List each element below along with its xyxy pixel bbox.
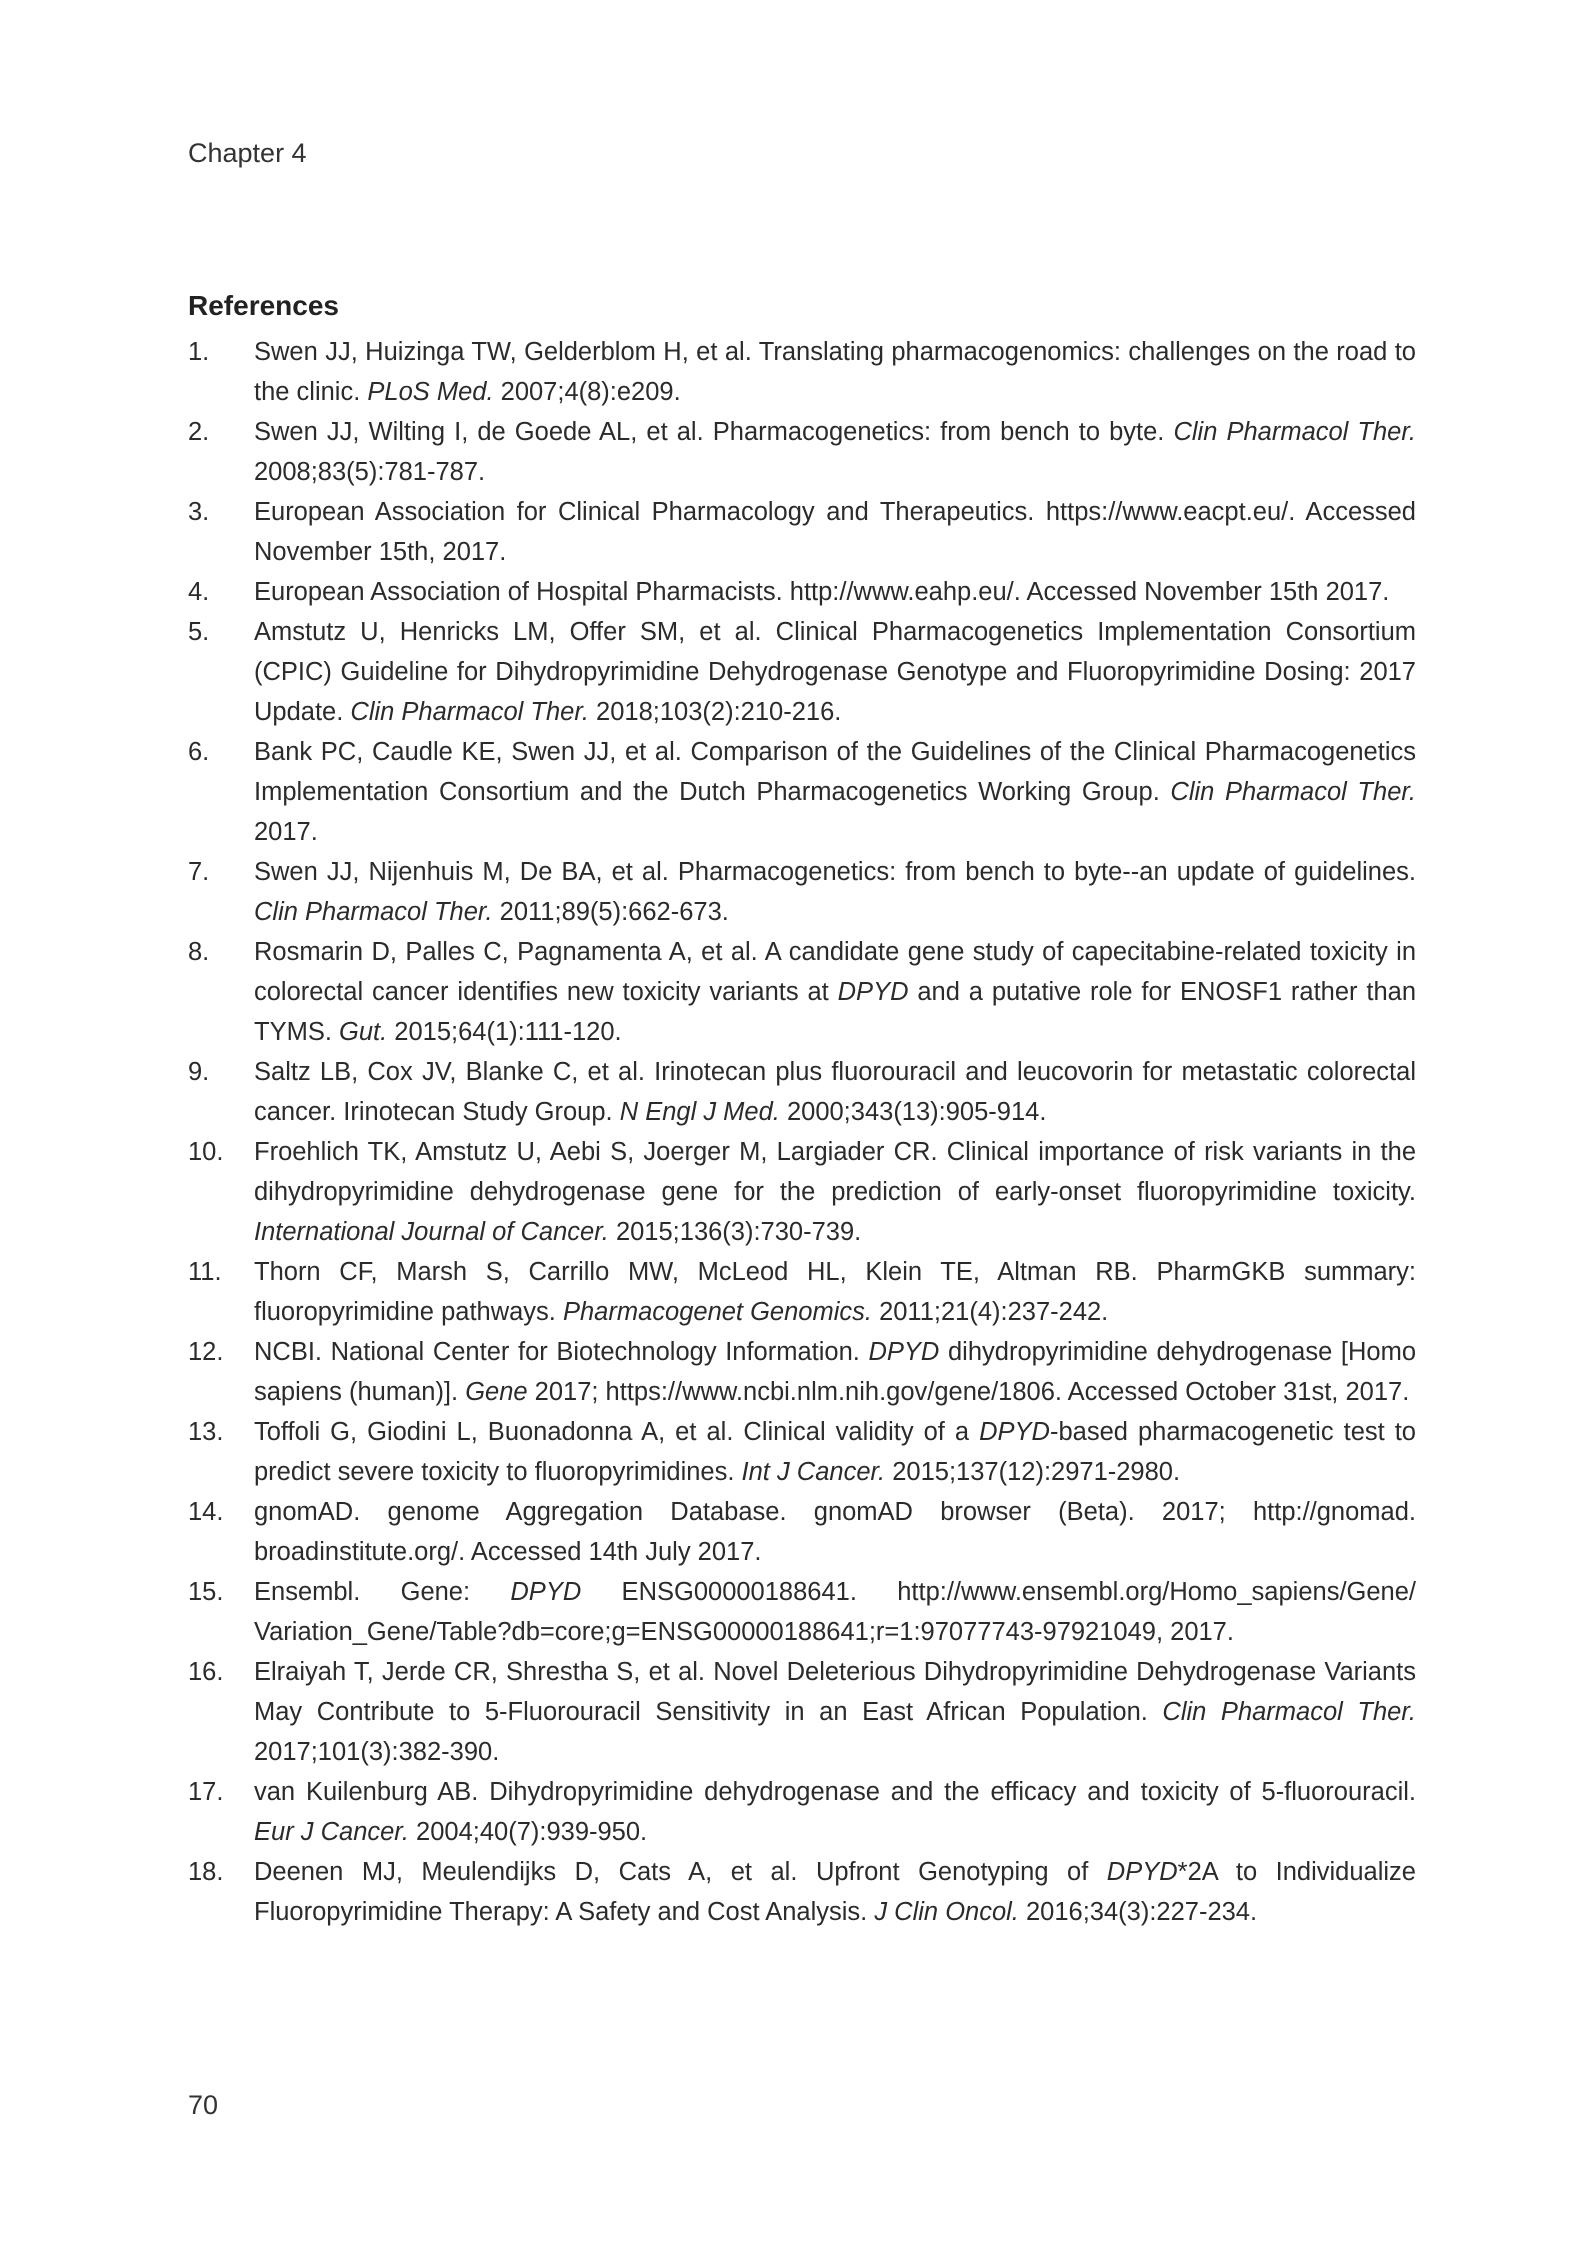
reference-text-segment: 2004;40(7):939-950. — [408, 1818, 648, 1846]
reference-number: 8. — [188, 938, 210, 966]
reference-text-segment: 2011;21(4):237-242. — [871, 1298, 1109, 1326]
reference-item — [188, 1492, 1416, 1572]
reference-text-segment: European Association for Clinical Pharmacology and Therapeutics. https://www.eacpt.eu/. Accessed November 15th, 2017. — [254, 498, 1416, 566]
reference-number: 17. — [188, 1778, 224, 1806]
reference-item — [188, 492, 1416, 572]
reference-item — [188, 1052, 1416, 1132]
reference-text — [254, 572, 1416, 612]
reference-text-segment: 2017;101(3):382-390. — [254, 1738, 500, 1766]
reference-number: 11. — [188, 1258, 222, 1286]
reference-text-segment: ENSG00000188641. http://www.ensembl.org/Homo_sapiens/Gene/ Variation_Gene/Table?db=core;g=ENSG00000188641;r=1:97077743-97921049, 2017. — [254, 1578, 1416, 1646]
reference-text-segment: Bank PC, Caudle KE, Swen JJ, et al. Comparison of the Guidelines of the Clinical Pharmacogenetics Implementation Consortium and the Dutch Pharmacogenetics Working Group. — [254, 738, 1416, 806]
reference-number: 18. — [188, 1858, 224, 1886]
reference-number: 6. — [188, 738, 210, 766]
reference-text — [254, 612, 1416, 732]
reference-item — [188, 332, 1416, 412]
reference-number: 15. — [188, 1578, 224, 1606]
reference-text-segment: Ensembl. Gene: — [254, 1578, 511, 1606]
reference-number: 10. — [188, 1138, 224, 1166]
reference-text — [254, 732, 1416, 852]
reference-text-segment: and a putative role for ENOSF1 rather than TYMS. — [254, 978, 1416, 1046]
chapter-header: Chapter 4 — [188, 138, 307, 168]
reference-text — [254, 332, 1416, 412]
reference-number: 1. — [188, 338, 210, 366]
reference-text-segment: 2017; https://www.ncbi.nlm.nih.gov/gene/1806. Accessed October 31st, 2017. — [527, 1378, 1410, 1406]
reference-text-segment: Saltz LB, Cox JV, Blanke C, et al. Irinotecan plus fluorouracil and leucovorin for metastatic colorectal cancer. Irinotecan Study Group. — [254, 1058, 1416, 1126]
reference-text — [254, 1252, 1416, 1332]
reference-text-segment: NCBI. National Center for Biotechnology Information. — [254, 1338, 869, 1366]
reference-text — [254, 1852, 1416, 1932]
reference-number: 4. — [188, 578, 210, 606]
reference-text-segment: 2017. — [254, 818, 318, 846]
reference-text — [254, 412, 1416, 492]
reference-item — [188, 732, 1416, 852]
reference-italic-text: DPYD — [868, 1338, 940, 1366]
reference-italic-text: Clin Pharmacol Ther. — [1170, 778, 1417, 806]
reference-text — [254, 1052, 1416, 1132]
reference-text — [254, 1772, 1416, 1852]
reference-text — [254, 1492, 1416, 1572]
reference-text — [254, 932, 1416, 1052]
reference-italic-text: DPYD — [1106, 1858, 1178, 1886]
reference-number: 16. — [188, 1658, 224, 1686]
reference-item — [188, 852, 1416, 932]
reference-text — [254, 1132, 1416, 1252]
reference-text — [254, 1332, 1416, 1412]
reference-text — [254, 492, 1416, 572]
reference-item — [188, 1132, 1416, 1252]
reference-text-segment: van Kuilenburg AB. Dihydropyrimidine dehydrogenase and the efficacy and toxicity of 5-fluorouracil. — [254, 1778, 1416, 1806]
reference-number: 13. — [188, 1418, 224, 1446]
reference-item — [188, 1772, 1416, 1852]
reference-text-segment: 2000;343(13):905-914. — [779, 1098, 1047, 1126]
reference-number: 12. — [188, 1338, 224, 1366]
reference-text-segment: dihydropyrimidine dehydrogenase [Homo sapiens (human)]. — [254, 1338, 1417, 1406]
reference-item — [188, 1412, 1416, 1492]
reference-number: 2. — [188, 418, 210, 446]
reference-item — [188, 1252, 1416, 1332]
reference-italic-text: Gut. — [339, 1018, 388, 1046]
reference-text-segment: Swen JJ, Wilting I, de Goede AL, et al. Pharmacogenetics: from bench to byte. — [254, 418, 1174, 446]
reference-italic-text: International Journal of Cancer. — [254, 1218, 609, 1246]
reference-text-segment: 2011;89(5):662-673. — [492, 898, 729, 926]
reference-number: 9. — [188, 1058, 210, 1086]
reference-italic-text: Int J Cancer. — [741, 1458, 886, 1486]
reference-italic-text: DPYD — [837, 978, 909, 1006]
reference-text — [254, 852, 1416, 932]
reference-text-segment: European Association of Hospital Pharmacists. http://www.eahp.eu/. Accessed November 15th 2017. — [254, 578, 1390, 606]
reference-italic-text: Clin Pharmacol Ther. — [350, 698, 589, 726]
reference-text-segment: 2015;137(12):2971-2980. — [885, 1458, 1181, 1486]
reference-text-segment: gnomAD. genome Aggregation Database. gnomAD browser (Beta). 2017; http://gnomad. broadinstitute.org/. Accessed 14th July 2017. — [254, 1498, 1416, 1566]
reference-number: 5. — [188, 618, 210, 646]
reference-text-segment: Swen JJ, Nijenhuis M, De BA, et al. Pharmacogenetics: from bench to byte--an update of guidelines. — [254, 858, 1416, 886]
reference-number: 7. — [188, 858, 210, 886]
reference-item — [188, 1852, 1416, 1932]
reference-text-segment: Thorn CF, Marsh S, Carrillo MW, McLeod HL, Klein TE, Altman RB. PharmGKB summary: fluoropyrimidine pathways. — [254, 1258, 1416, 1326]
reference-text-segment: Deenen MJ, Meulendijks D, Cats A, et al. Upfront Genotyping of — [254, 1858, 1107, 1886]
reference-item — [188, 1652, 1416, 1772]
reference-list — [188, 332, 1416, 1932]
reference-number: 3. — [188, 498, 210, 526]
reference-italic-text: J Clin Oncol. — [874, 1898, 1019, 1926]
reference-italic-text: Clin Pharmacol Ther. — [254, 898, 493, 926]
reference-text — [254, 1412, 1416, 1492]
reference-text-segment: *2A to Individualize Fluoropyrimidine Therapy: A Safety and Cost Analysis. — [254, 1858, 1416, 1926]
reference-item — [188, 1572, 1416, 1652]
reference-italic-text: Eur J Cancer. — [254, 1818, 409, 1846]
references-heading: References — [188, 290, 339, 321]
reference-text-segment: -based pharmacogenetic test to predict severe toxicity to fluoropyrimidines. — [254, 1418, 1416, 1486]
reference-text-segment: Amstutz U, Henricks LM, Offer SM, et al. Clinical Pharmacogenetics Implementation Consortium (CPIC) Guideline for Dihydropyrimidine Dehydrogenase Genotype and Fluoropyrimidine Dosing: 2017 Update. — [254, 618, 1416, 726]
reference-text-segment: 2016;34(3):227-234. — [1018, 1898, 1258, 1926]
reference-text-segment: 2015;64(1):111-120. — [387, 1018, 622, 1046]
reference-text-segment: 2018;103(2):210-216. — [588, 698, 842, 726]
reference-italic-text: N Engl J Med. — [619, 1098, 780, 1126]
reference-text-segment: Froehlich TK, Amstutz U, Aebi S, Joerger M, Largiader CR. Clinical importance of risk variants in the dihydropyrimidine dehydrogenase gene for the prediction of early-onset fluoropyrimidine toxicity. — [254, 1138, 1416, 1206]
reference-italic-text: Clin Pharmacol Ther. — [1173, 418, 1416, 446]
reference-italic-text: Clin Pharmacol Ther. — [1162, 1698, 1416, 1726]
reference-text-segment: 2008;83(5):781-787. — [254, 458, 486, 486]
reference-text — [254, 1652, 1416, 1772]
reference-italic-text: Pharmacogenet Genomics. — [562, 1298, 872, 1326]
reference-item — [188, 1332, 1416, 1412]
reference-text-segment: Swen JJ, Huizinga TW, Gelderblom H, et al. Translating pharmacogenomics: challenges on the road to the clinic. — [254, 338, 1416, 406]
reference-text-segment: Toffoli G, Giodini L, Buonadonna A, et al. Clinical validity of a — [254, 1418, 980, 1446]
reference-italic-text: DPYD — [979, 1418, 1050, 1446]
reference-text — [254, 1572, 1416, 1652]
reference-text-segment: Rosmarin D, Palles C, Pagnamenta A, et al. A candidate gene study of capecitabine-related toxicity in colorectal cancer identifies new toxicity variants at — [254, 938, 1416, 1006]
reference-italic-text: DPYD — [510, 1578, 582, 1606]
reference-item — [188, 412, 1416, 492]
reference-text-segment: Elraiyah T, Jerde CR, Shrestha S, et al. Novel Deleterious Dihydropyrimidine Dehydrogenase Variants May Contribute to 5-Fluorouracil Sensitivity in an East African Population. — [254, 1658, 1416, 1726]
reference-number: 14. — [188, 1498, 224, 1526]
reference-item — [188, 932, 1416, 1052]
reference-item — [188, 572, 1416, 612]
page-number: 70 — [188, 2090, 219, 2120]
reference-item — [188, 612, 1416, 732]
reference-text-segment: 2015;136(3):730-739. — [608, 1218, 862, 1246]
reference-italic-text: PLoS Med. — [367, 378, 494, 406]
reference-text-segment: 2007;4(8):e209. — [493, 378, 681, 406]
reference-italic-text: Gene — [465, 1378, 528, 1406]
